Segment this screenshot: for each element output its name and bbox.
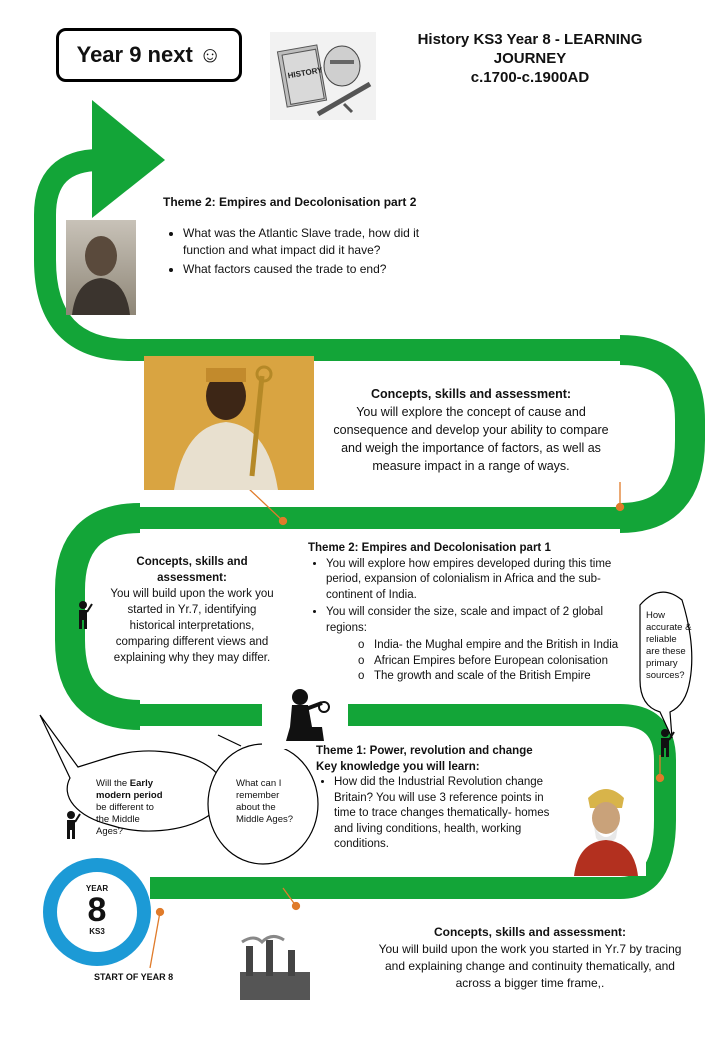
next-year-label: Year 9 next ☺ — [76, 42, 222, 67]
kneeling-figure-image — [262, 683, 348, 749]
title-line-1: History KS3 Year 8 - LEARNING — [417, 31, 643, 48]
concepts-block-2 — [106, 554, 278, 666]
history-book-image — [270, 32, 376, 120]
page-title — [400, 30, 660, 87]
bubble-early-modern-bold: Early modern period — [96, 778, 163, 801]
portrait-photo-2 — [566, 776, 646, 876]
concepts-3-body: You will build upon the work you started in Yr.7 by tracing and explaining change and continuity thematically, and across a bigger time frame,. — [378, 942, 682, 990]
concepts-block-1 — [326, 385, 616, 475]
theme-1-block — [316, 744, 566, 855]
start-label: START OF YEAR 8 — [94, 972, 174, 982]
year-badge-bottom: KS3 — [89, 927, 105, 936]
african-king-image — [144, 356, 314, 490]
concepts-1-body: You will explore the concept of cause and consequence and develop your ability to compare and weigh the importance of factors, as well as measure impact in a range of ways. — [333, 405, 609, 473]
theme-2-part-1-sub-bullet: o India- the Mughal empire and the British in India — [374, 638, 640, 654]
theme-2-part-2-bullet: • What factors caused the trade to end? — [183, 261, 463, 278]
theme-2-part-1-sub-bullet: o The growth and scale of the British Empire — [374, 669, 640, 685]
connector-line — [150, 912, 160, 968]
theme-2-part-2-bullet: • What was the Atlantic Slave trade, how did it function and what impact did it have? — [183, 225, 463, 259]
thinking-figure-icon — [74, 600, 96, 630]
theme-2-part-2-heading: Theme 2: Empires and Decolonisation part 2 — [163, 195, 417, 209]
factory-image — [232, 932, 316, 1004]
bubble-sources-text: How accurate & reliable are these primary sources? — [646, 610, 692, 681]
bubble-early-modern-text — [96, 778, 168, 838]
road-arrow-head — [92, 100, 165, 218]
concepts-1-heading: Concepts, skills and assessment: — [370, 387, 572, 401]
title-line-2: JOURNEY — [493, 50, 567, 67]
theme-1-subheading: Key knowledge you will learn: — [316, 760, 480, 773]
theme-2-part-1-heading: Theme 2: Empires and Decolonisation part 1 — [308, 542, 551, 554]
year-badge-number: 8 — [87, 891, 107, 929]
theme-1-heading: Theme 1: Power, revolution and change — [316, 745, 533, 757]
bubble-early-modern-post: be different to the Middle Ages? — [96, 802, 154, 837]
bubble-early-modern-pre: Will the — [96, 778, 130, 789]
next-year-box — [56, 28, 242, 82]
theme-2-part-1-bullet: • You will consider the size, scale and impact of 2 global regions: — [326, 605, 640, 636]
concepts-2-body: You will build upon the work you started in Yr.7, identifying historical interpretations, comparing different views and explaining why they may differ. — [110, 588, 274, 664]
theme-2-part-1-bullet: • You will explore how empires developed during this time period, expansion of colonialism in Africa and the sub-continent of India. — [326, 557, 640, 604]
theme-2-part-1-sub-bullet: o African Empires before European colonisation — [374, 654, 640, 670]
portrait-photo-1 — [66, 220, 136, 315]
concepts-3-heading: Concepts, skills and assessment: — [433, 925, 627, 939]
theme-1-bullet: • How did the Industrial Revolution change Britain? You will use 3 reference points in time to trace changes thematically- homes and living conditions, health, working conditions. — [334, 775, 566, 853]
theme-2-part-1-block — [308, 541, 640, 685]
thinking-figure-icon — [62, 810, 84, 840]
concepts-block-3 — [370, 924, 690, 992]
year-badge — [43, 858, 151, 966]
bubble-remember-text: What can I remember about the Middle Ages? — [236, 778, 294, 825]
title-line-3: c.1700-c.1900AD — [470, 69, 590, 86]
history-book-text: HISTORY — [286, 65, 324, 81]
concepts-2-heading: Concepts, skills and assessment: — [136, 556, 248, 584]
road-segment-right-2 — [620, 350, 690, 518]
thinking-figure-icon — [656, 728, 678, 758]
theme-2-part-2-block — [163, 194, 463, 280]
year-badge-top: YEAR — [85, 884, 109, 893]
